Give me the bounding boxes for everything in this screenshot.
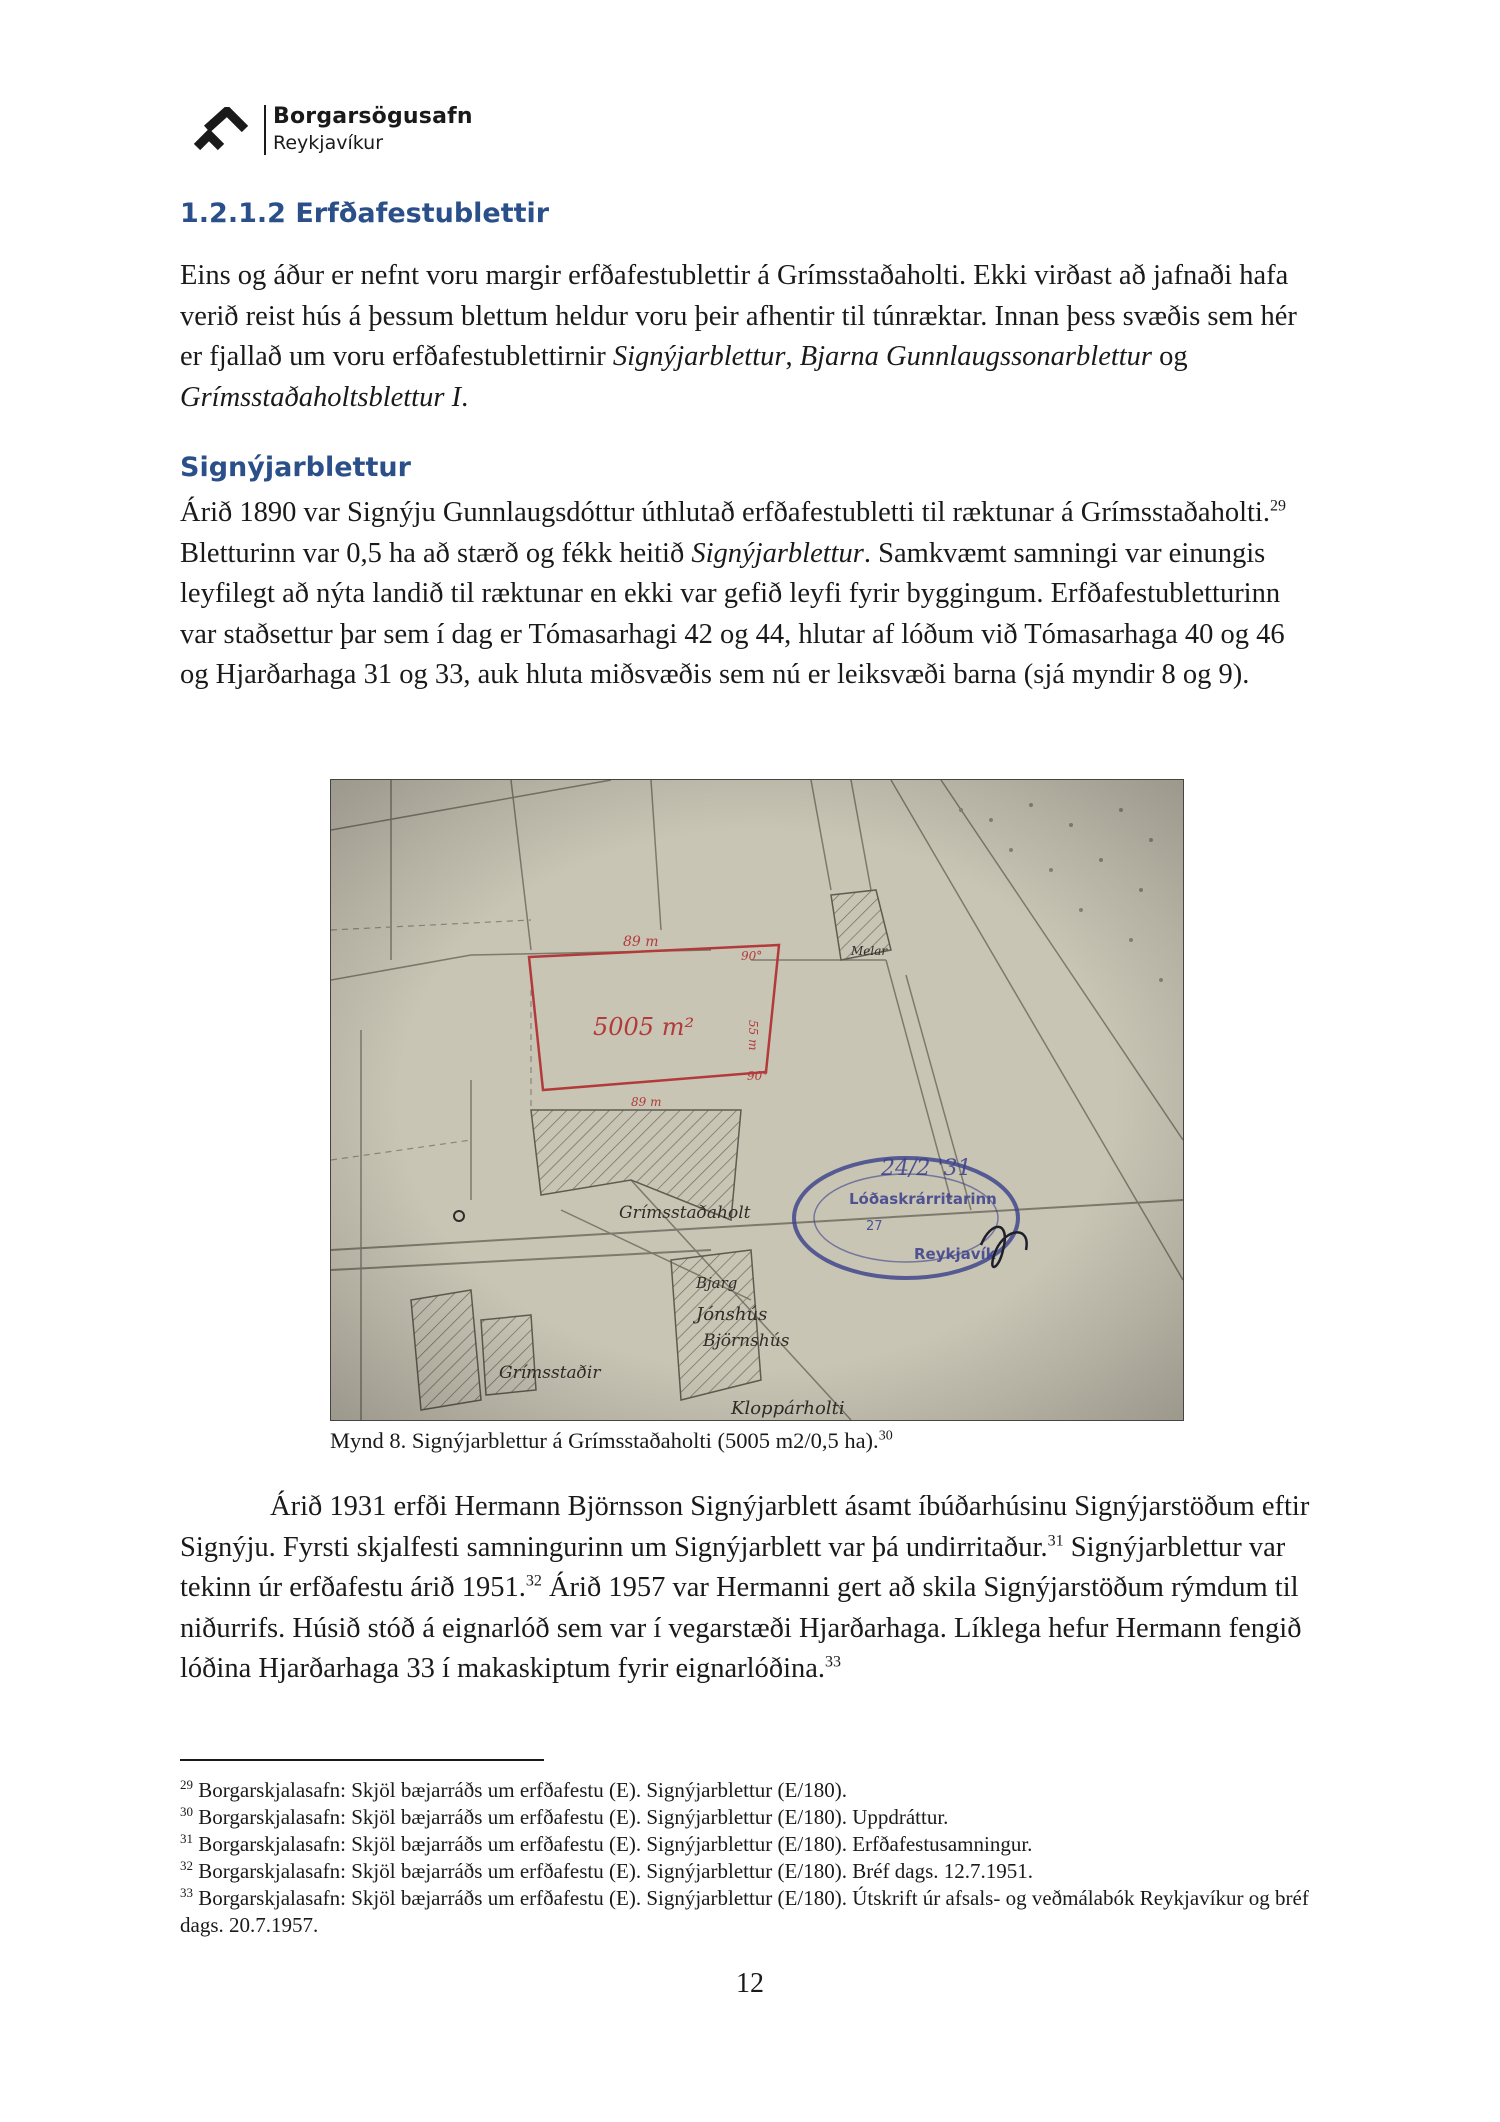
footnote-ref[interactable]: 29	[1269, 497, 1286, 515]
map-figure	[330, 779, 1184, 1421]
footnote-item: $^{29}$ Borgarskjalasafn: Skjöl bæjarráðs um erfðafestu (E). Signýjarblettur (E/180).	[180, 1777, 847, 1802]
footnote-item: $^{31}$ Borgarskjalasafn: Skjöl bæjarráðs um erfðafestu (E). Signýjarblettur (E/180). Erfðafestusamningur.	[180, 1831, 1033, 1856]
section-heading: 1.2.1.2 Erfðafestublettir	[180, 198, 550, 229]
footnote-item: $^{32}$ Borgarskjalasafn: Skjöl bæjarráðs um erfðafestu (E). Signýjarblettur (E/180). Bréf dags. 12.7.1951.	[180, 1858, 1034, 1883]
logo-name: Borgarsögusafn	[273, 104, 473, 129]
logo-divider	[264, 105, 266, 155]
footnote-item: $^{30}$ Borgarskjalasafn: Skjöl bæjarráðs um erfðafestu (E). Signýjarblettur (E/180). Uppdráttur.	[180, 1804, 949, 1829]
footnote-item: $^{33}$ Borgarskjalasafn: Skjöl bæjarráðs um erfðafestu (E). Signýjarblettur (E/180). Útskrift úr afsals- og veðmálabók Reykjavíkur og bréf dags. 20.7.1957.	[180, 1885, 1309, 1937]
logo-city: Reykjavíkur	[273, 132, 384, 154]
footnote-ref[interactable]: 33	[825, 1653, 842, 1671]
footnote-ref[interactable]: 30	[878, 1428, 893, 1444]
figure-caption: Mynd 8. Signýjarblettur á Grímsstaðaholti (5005 m2/0,5 ha).$^{30}$	[330, 1428, 893, 1453]
page-number: 12	[736, 1968, 764, 1999]
subsection-heading: Signýjarblettur	[180, 452, 411, 483]
historic-map-image	[331, 780, 1183, 1420]
footnote-ref[interactable]: 31	[1047, 1532, 1064, 1549]
footnote-ref[interactable]: 32	[525, 1572, 542, 1590]
chevron-logo-icon	[193, 107, 257, 151]
footnotes	[180, 1777, 1320, 1939]
intro-paragraph: Eins og áður er nefnt voru margir erfðafestublettir á Grímsstaðaholti. Ekki virðast að jafnaði hafa verið reist hús á þessum blettum heldur voru þeir afhentir til túnræktar. Innan þess svæðis sem hér er fjallað um voru erfðafestublettirnir Signýjarblettur, Bjarna Gunnlaugssonarblettur og Grímsstaðaholtsblettur I.	[180, 260, 1297, 413]
footnote-separator	[180, 1759, 544, 1761]
inheritance-paragraph: Árið 1931 erfði Hermann Björnsson Signýjarblett ásamt íbúðarhúsinu Signýjarstöðum eftir Signýju. Fyrsti skjalfesti samningurinn um Signýjarblett var þá undirritaður.$^{31}$ Signýjarblettur var tekinn úr erfðafestu árið 1951.32 Árið 1957 var Hermanni gert að skila Signýjarstöðum rýmdum til niðurrifs. Húsið stóð á eignarlóð sem var í vegarstæði Hjarðarhaga. Líklega hefur Hermann fengið lóðina Hjarðarhaga 33 í makaskiptum fyrir eignarlóðina.$^{33}$	[180, 1491, 1310, 1684]
signyjarblettur-paragraph: Árið 1890 var Signýju Gunnlaugsdóttur úthlutað erfðafestubletti til ræktunar á Grímsstaðaholti.$^{29}$ Bletturinn var 0,5 ha að stærð og fékk heitið Signýjarblettur. Samkvæmt samningi var einungis leyfilegt að nýta landið til ræktunar en ekki var gefið leyfi fyrir byggingum. Erfðafestubletturinn var staðsettur þar sem í dag er Tómasarhagi 42 og 44, hlutar af lóðum við Tómasarhaga 40 og 46 og Hjarðarhaga 31 og 33, auk hluta miðsvæðis sem nú er leiksvæði barna (sjá myndir 8 og 9).	[180, 497, 1286, 690]
